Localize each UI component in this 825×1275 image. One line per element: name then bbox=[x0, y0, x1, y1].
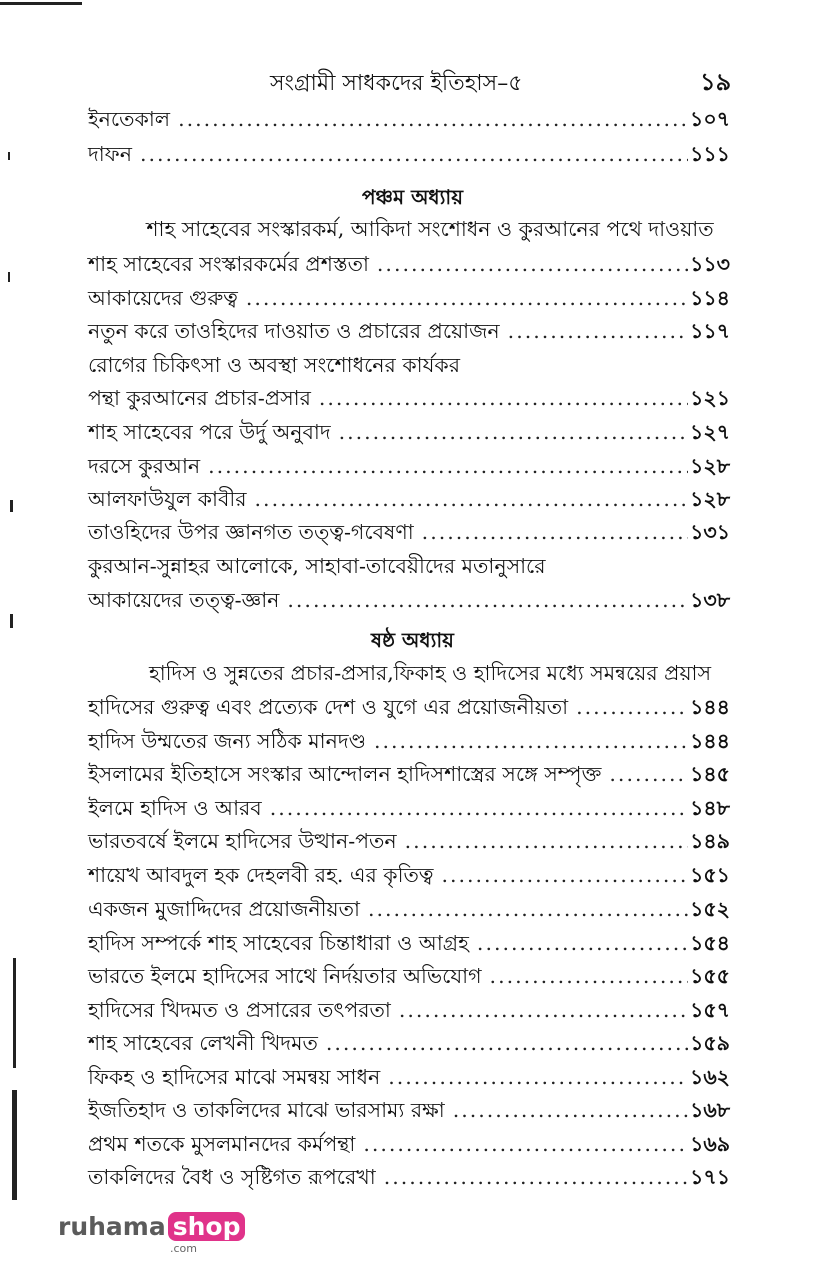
leader-dots bbox=[270, 796, 688, 820]
toc-entry-page: ১৬৯ bbox=[690, 1132, 730, 1156]
toc-entry-page: ১১১ bbox=[690, 142, 730, 166]
toc-entry-title: শাহ সাহেবের লেখনী খিদমত bbox=[88, 1031, 318, 1055]
toc-entry-title: হাদিস সম্পর্কে শাহ সাহেবের চিন্তাধারা ও আগ্রহ bbox=[88, 931, 469, 955]
toc-entry-title: ভারতে ইলমে হাদিসের সাথে নির্দয়তার অভিযোগ bbox=[88, 964, 482, 988]
leader-dots bbox=[140, 142, 688, 166]
leader-dots bbox=[399, 998, 688, 1022]
leader-dots bbox=[384, 1165, 688, 1189]
leader-dots bbox=[208, 454, 688, 478]
toc-entry bbox=[88, 1095, 730, 1129]
toc-entry bbox=[88, 383, 730, 417]
toc-entry-title: হাদিসের খিদমত ও প্রসারের তৎপরতা bbox=[88, 998, 391, 1022]
toc-entry-title: ইনতেকাল bbox=[88, 107, 171, 131]
toc-entry bbox=[88, 1028, 730, 1062]
leader-dots bbox=[453, 1098, 688, 1122]
toc-entry-page: ১২৮ bbox=[690, 454, 730, 478]
toc-entry-page: ১৫৫ bbox=[690, 964, 730, 988]
leader-dots bbox=[490, 964, 689, 988]
leader-dots bbox=[609, 762, 688, 786]
toc-entry-page: ১৫৯ bbox=[690, 1031, 730, 1055]
toc-entry bbox=[88, 484, 730, 518]
toc-entry-page: ১০৭ bbox=[690, 107, 730, 131]
toc-entry-title-line: কুরআন-সুন্নাহর আলোকে, সাহাবা-তাবেয়ীদের মতানুসারে bbox=[88, 554, 546, 578]
leader-dots bbox=[255, 487, 689, 511]
page-number: ১৯ bbox=[700, 67, 732, 96]
toc-entry-page: ১৪৪ bbox=[690, 695, 730, 719]
leader-dots bbox=[576, 695, 688, 719]
scan-mark bbox=[10, 614, 13, 628]
toc-entry bbox=[88, 726, 730, 760]
toc-entry-title: আকায়েদের গুরুত্ব bbox=[88, 286, 238, 310]
watermark-brand-right: shop bbox=[168, 1212, 246, 1241]
scan-mark bbox=[8, 152, 10, 160]
page-edge-line bbox=[0, 2, 82, 5]
toc-entry-page: ১৬৮ bbox=[690, 1098, 730, 1122]
toc-entry-title: ইলমে হাদিস ও আরব bbox=[88, 796, 262, 820]
toc-entry-page: ১৭১ bbox=[690, 1165, 730, 1189]
toc-entry bbox=[88, 517, 730, 551]
toc-entry-title: ভারতবর্ষে ইলমে হাদিসের উত্থান-পতন bbox=[88, 829, 397, 853]
toc-entry bbox=[88, 826, 730, 860]
scan-mark bbox=[13, 958, 16, 1068]
leader-dots bbox=[405, 829, 688, 853]
leader-dots bbox=[508, 319, 688, 343]
toc-entry bbox=[88, 860, 730, 894]
toc-entry-title: দরসে কুরআন bbox=[88, 454, 201, 478]
toc-entry-page: ১৪৪ bbox=[690, 729, 730, 753]
toc-entry-page: ১৫১ bbox=[690, 863, 730, 887]
leader-dots bbox=[363, 1132, 688, 1156]
toc-entry-title: শায়েখ আবদুল হক দেহলবী রহ. এর কৃতিত্ব bbox=[88, 863, 434, 887]
toc-entry bbox=[88, 139, 730, 173]
toc-entry-page: ১২৮ bbox=[690, 487, 730, 511]
chapter-heading: ষষ্ঠ অধ্যায় bbox=[371, 628, 454, 652]
toc-entry bbox=[88, 417, 730, 451]
toc-entry-page: ১২৭ bbox=[690, 420, 730, 444]
chapter-subtitle: শাহ সাহেবের সংস্কারকর্ম, আকিদা সংশোধন ও কুরআনের পথে দাওয়াত bbox=[146, 217, 714, 241]
toc-entry bbox=[88, 249, 730, 283]
toc-entry-title: হাদিসের গুরুত্ব এবং প্রত্যেক দেশ ও যুগে এর প্রয়োজনীয়তা bbox=[88, 695, 569, 719]
toc-entry bbox=[88, 585, 730, 619]
watermark-suffix: .com bbox=[170, 1242, 197, 1255]
toc-entry-page: ১৪৯ bbox=[690, 829, 730, 853]
scan-mark bbox=[12, 1090, 17, 1200]
toc-entry-page: ১১৩ bbox=[690, 252, 730, 276]
toc-entry bbox=[88, 995, 730, 1029]
toc-entry-page: ১৫৪ bbox=[690, 931, 730, 955]
leader-dots bbox=[374, 729, 688, 753]
leader-dots bbox=[377, 252, 688, 276]
toc-entry-title: হাদিস উম্মতের জন্য সঠিক মানদণ্ড bbox=[88, 729, 366, 753]
toc-entry-title: প্রথম শতকে মুসলমানদের কর্মপন্থা bbox=[88, 1132, 356, 1156]
toc-entry-page: ১৩১ bbox=[690, 520, 730, 544]
toc-entry bbox=[88, 793, 730, 827]
toc-entry-page: ১১৭ bbox=[690, 319, 730, 343]
toc-entry-page: ১৫৭ bbox=[690, 998, 730, 1022]
toc-entry-title: তাওহিদের উপর জ্ঞানগত তত্ত্ব-গবেষণা bbox=[88, 520, 414, 544]
toc-entry-page: ১৩৮ bbox=[690, 588, 730, 612]
shop-watermark-logo bbox=[58, 1212, 245, 1255]
leader-dots bbox=[339, 420, 688, 444]
leader-dots bbox=[326, 1031, 688, 1055]
toc-entry-page: ১৪৫ bbox=[690, 762, 730, 786]
toc-entry bbox=[88, 961, 730, 995]
watermark-brand-left: ruhama bbox=[58, 1212, 166, 1241]
leader-dots bbox=[441, 863, 688, 887]
toc-entry-page: ১৬২ bbox=[690, 1065, 730, 1089]
toc-entry bbox=[88, 928, 730, 962]
toc-entry bbox=[88, 283, 730, 317]
toc-entry bbox=[88, 451, 730, 485]
toc-entry bbox=[88, 1129, 730, 1163]
leader-dots bbox=[246, 286, 688, 310]
toc-entry-title: একজন মুজাদ্দিদের প্রয়োজনীয়তা bbox=[88, 897, 360, 921]
leader-dots bbox=[388, 1065, 688, 1089]
scan-mark bbox=[8, 272, 10, 282]
chapter-subtitle: হাদিস ও সুন্নতের প্রচার-প্রসার,ফিকাহ ও হাদিসের মধ্যে সমন্বয়ের প্রয়াস bbox=[148, 661, 712, 685]
toc-entry-title: দাফন bbox=[88, 142, 132, 166]
leader-dots bbox=[422, 520, 688, 544]
toc-entry-title: নতুন করে তাওহিদের দাওয়াত ও প্রচারের প্রয়োজন bbox=[88, 319, 500, 343]
toc-entry bbox=[88, 692, 730, 726]
toc-entry-title: ইজতিহাদ ও তাকলিদের মাঝে ভারসাম্য রক্ষা bbox=[88, 1098, 445, 1122]
toc-entry bbox=[88, 894, 730, 928]
leader-dots bbox=[368, 897, 688, 921]
leader-dots bbox=[178, 107, 688, 131]
chapter-heading: পঞ্চম অধ্যায় bbox=[361, 185, 464, 209]
toc-entry-title: ইসলামের ইতিহাসে সংস্কার আন্দোলন হাদিসশাস্ত্রের সঙ্গে সম্পৃক্ত bbox=[88, 762, 602, 786]
toc-entry-title: পন্থা কুরআনের প্রচার-প্রসার bbox=[88, 386, 311, 410]
running-header-title: সংগ্রামী সাধকদের ইতিহাস–৫ bbox=[270, 71, 523, 96]
toc-entry-page: ১৫২ bbox=[690, 897, 730, 921]
toc-entry bbox=[88, 759, 730, 793]
toc-entry bbox=[88, 316, 730, 350]
toc-entry bbox=[88, 1062, 730, 1096]
toc-entry-title: আকায়েদের তত্ত্ব-জ্ঞান bbox=[88, 588, 280, 612]
leader-dots bbox=[287, 588, 688, 612]
toc-entry-title: আলফাউযুল কাবীর bbox=[88, 487, 247, 511]
scan-mark bbox=[10, 500, 13, 512]
toc-entry bbox=[88, 104, 730, 138]
toc-entry-title: শাহ সাহেবের পরে উর্দু অনুবাদ bbox=[88, 420, 331, 444]
toc-entry-title: শাহ সাহেবের সংস্কারকর্মের প্রশস্ততা bbox=[88, 252, 369, 276]
toc-entry bbox=[88, 1162, 730, 1196]
leader-dots bbox=[477, 931, 688, 955]
leader-dots bbox=[319, 386, 688, 410]
toc-entry-page: ১২১ bbox=[690, 386, 730, 410]
toc-entry-title-line: রোগের চিকিৎসা ও অবস্থা সংশোধনের কার্যকর bbox=[88, 353, 461, 377]
toc-entry-page: ১১৪ bbox=[690, 286, 730, 310]
toc-entry-title: তাকলিদের বৈধ ও সৃষ্টিগত রূপরেখা bbox=[88, 1165, 376, 1189]
toc-entry-title: ফিকহ ও হাদিসের মাঝে সমন্বয় সাধন bbox=[88, 1065, 381, 1089]
toc-entry-page: ১৪৮ bbox=[690, 796, 730, 820]
